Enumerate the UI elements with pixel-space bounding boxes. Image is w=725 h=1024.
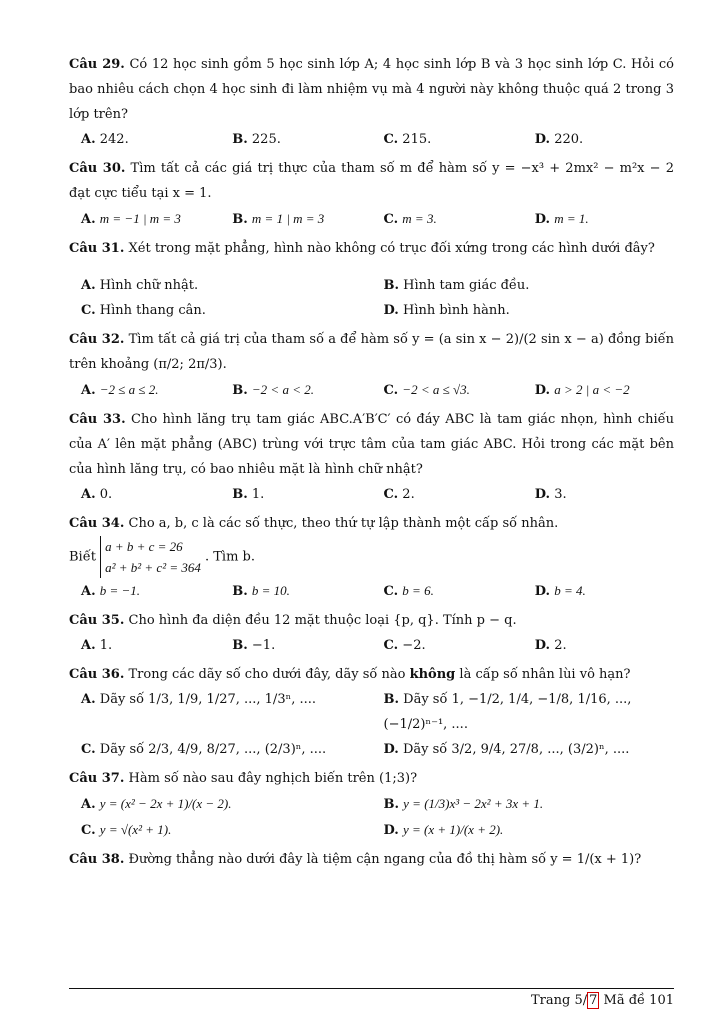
option-b: B. −2 < a < 2. xyxy=(232,382,314,398)
question-36: Câu 36. Trong các dãy số cho dưới đây, dãy số nào không là cấp số nhân lùi vô hạn? A. Dãy số 1/3, 1/9, 1/27, ..., 1/3ⁿ, .... B. Dãy số 1, −1/2, 1/4, −1/8, 1/16, ..., (−1/2)ⁿ⁻¹, .... C. Dãy số 2/3, 4/9, 8/27, ..., (2/3)ⁿ, .... D. Dãy số 3/2, 9/4, 27/8, ..., (3/2)ⁿ, .... xyxy=(69,662,674,762)
question-38 xyxy=(69,847,674,872)
option-c: C. −2 < a ≤ √3. xyxy=(383,382,470,398)
question-number: Câu 32. xyxy=(69,332,125,347)
option-d: D. 220. xyxy=(534,132,584,147)
options xyxy=(69,791,674,843)
option-b: B. 225. xyxy=(232,132,281,147)
question-number: Câu 29. xyxy=(69,57,125,72)
question-text: Xét trong mặt phẳng, hình nào không có trục đối xứng trong các hình dưới đây? xyxy=(128,241,655,256)
option-b: B. Hình tam giác đều. xyxy=(383,278,530,293)
option-a: A. −2 ≤ a ≤ 2. xyxy=(81,382,159,398)
options xyxy=(69,687,674,762)
option-c: C. y = √(x² + 1). xyxy=(81,822,172,838)
question-number: Câu 35. xyxy=(69,613,125,628)
option-d: D. b = 4. xyxy=(534,583,586,599)
question-35 xyxy=(69,608,674,658)
option-a: A. m = −1 | m = 3 xyxy=(81,211,181,227)
option-d: D. Hình bình hành. xyxy=(383,303,510,318)
option-d: D. m = 1. xyxy=(534,211,589,227)
option-d: D. 2. xyxy=(534,638,567,653)
question-37 xyxy=(69,766,674,843)
question-number: Câu 36. xyxy=(69,667,125,682)
option-a: A. 242. xyxy=(81,132,129,147)
question-33 xyxy=(69,407,674,507)
option-a: A. y = (x² − 2x + 1)/(x − 2). xyxy=(81,796,232,812)
question-number: Câu 30. xyxy=(69,161,126,176)
options xyxy=(69,482,674,507)
option-a: A. Hình chữ nhật. xyxy=(81,278,199,293)
question-text: Có 12 học sinh gồm 5 học sinh lớp A; 4 học sinh lớp B và 3 học sinh lớp C. Hỏi có bao nhiêu cách chọn 4 học sinh đi làm nhiệm vụ mà 4 người này không thuộc quá 2 trong 3 lớp trên? xyxy=(69,57,674,122)
question-number: Câu 38. xyxy=(69,852,125,867)
option-b: B. Dãy số 1, −1/2, 1/4, −1/8, 1/16, ..., (−1/2)ⁿ⁻¹, .... xyxy=(383,692,632,732)
option-b: B. 1. xyxy=(232,487,265,502)
option-c: C. −2. xyxy=(383,638,426,653)
question-text: Cho hình đa diện đều 12 mặt thuộc loại {p, q}. Tính p − q. xyxy=(128,613,517,628)
question-34 xyxy=(69,511,674,604)
option-a: A. 0. xyxy=(81,487,113,502)
option-c: C. Hình thang cân. xyxy=(81,303,206,318)
option-a: A. Dãy số 1/3, 1/9, 1/27, ..., 1/3ⁿ, .... xyxy=(81,692,317,707)
question-number: Câu 37. xyxy=(69,771,125,786)
page-footer: Trang 5/ 7 Mã đề 101 xyxy=(69,988,674,1008)
options xyxy=(69,127,674,152)
option-d: D. y = (x + 1)/(x + 2). xyxy=(383,822,504,838)
question-number: Câu 33. xyxy=(69,412,126,427)
option-c: C. b = 6. xyxy=(383,583,434,599)
options xyxy=(69,578,674,604)
option-b: B. b = 10. xyxy=(232,583,290,599)
option-a: A. 1. xyxy=(81,638,113,653)
question-text: Cho hình lăng trụ tam giác ABC.A′B′C′ có đáy ABC là tam giác nhọn, hình chiếu của A′ lên mặt phẳng (ABC) trùng với trực tâm của tam giác ABC. Hỏi trong các mặt bên của hình lăng trụ, có bao nhiêu mặt là hình chữ nhật? xyxy=(69,412,674,477)
question-32 xyxy=(69,327,674,403)
option-d: D. a > 2 | a < −2 xyxy=(534,382,630,398)
question-29 xyxy=(69,52,674,152)
system-of-equations: Biết a + b + c = 26 a² + b² + c² = 364 . Tìm b. xyxy=(69,536,674,578)
options xyxy=(69,206,674,232)
options xyxy=(69,273,674,323)
option-a: A. b = −1. xyxy=(81,583,141,599)
option-d: D. Dãy số 3/2, 9/4, 27/8, ..., (3/2)ⁿ, .... xyxy=(383,742,630,757)
option-c: C. Dãy số 2/3, 4/9, 8/27, ..., (2/3)ⁿ, .... xyxy=(81,742,327,757)
question-number: Câu 34. xyxy=(69,516,125,531)
question-30 xyxy=(69,156,674,232)
question-text: Cho a, b, c là các số thực, theo thứ tự lập thành một cấp số nhân. xyxy=(128,516,559,531)
options xyxy=(69,377,674,403)
option-c: C. 2. xyxy=(383,487,415,502)
option-d: D. 3. xyxy=(534,487,567,502)
option-c: C. 215. xyxy=(383,132,432,147)
option-b: B. −1. xyxy=(232,638,276,653)
option-b: B. y = (1/3)x³ − 2x² + 3x + 1. xyxy=(383,796,544,812)
question-text: Tìm tất cả giá trị của tham số a để hàm số y = (a sin x − 2)/(2 sin x − a) đồng biến trên khoảng (π/2; 2π/3). xyxy=(69,332,674,372)
exam-page xyxy=(69,52,674,876)
question-number: Câu 31. xyxy=(69,241,125,256)
option-b: B. m = 1 | m = 3 xyxy=(232,211,325,227)
page-total-box: 7 xyxy=(589,993,598,1008)
question-text: Hàm số nào sau đây nghịch biến trên (1;3)? xyxy=(128,771,418,786)
question-text: Đường thẳng nào dưới đây là tiệm cận ngang của đồ thị hàm số y = 1/(x + 1)? xyxy=(128,852,642,867)
question-text: Tìm tất cả các giá trị thực của tham số m để hàm số y = −x³ + 2mx² − m²x − 2 đạt cực tiểu tại x = 1. xyxy=(69,161,674,201)
option-c: C. m = 3. xyxy=(383,211,437,227)
question-31 xyxy=(69,236,674,323)
options xyxy=(69,633,674,658)
